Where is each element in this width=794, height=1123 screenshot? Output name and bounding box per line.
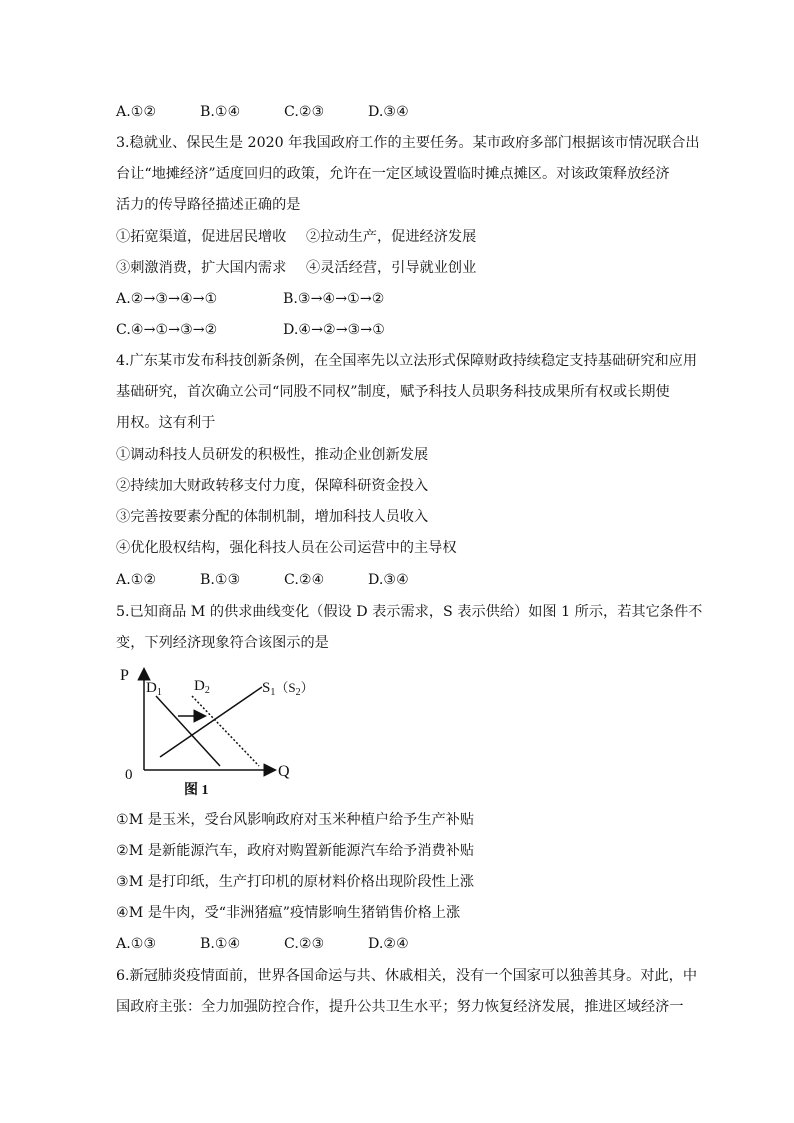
q3-item-3: ③刺激消费，扩大国内需求 — [116, 260, 287, 276]
q3-item-1: ①拓宽渠道，促进居民增收 — [116, 229, 287, 245]
supply-demand-figure — [114, 662, 324, 802]
q5-option-d: D.②④ — [368, 936, 409, 952]
q3-options-row-2 — [116, 321, 450, 339]
q3-options-row-1 — [116, 290, 450, 308]
q3-items-row-2 — [116, 259, 476, 277]
q5-option-b: B.①④ — [200, 936, 241, 952]
q3-stem-line-3: 活力的传导路径描述正确的是 — [116, 197, 301, 213]
q5-item-1: ①M 是玉米，受台风影响政府对玉米种植户给予生产补贴 — [116, 812, 475, 828]
d1-label: $D_1$ — [146, 680, 162, 698]
q3-option-c: C.④→①→③→② — [116, 322, 218, 338]
q5-option-c: C.②③ — [284, 936, 325, 952]
demand-curve-d1 — [156, 696, 220, 766]
q4-item-3: ③完善按要素分配的体制机制，增加科技人员收入 — [116, 509, 429, 525]
q4-stem-line-1: 4.广东某市发布科技创新条例，在全国率先以立法形式保障财政持续稳定支持基础研究和应用 — [116, 353, 698, 369]
q2-option-a: A.①② — [116, 104, 157, 120]
q4-option-d: D.③④ — [368, 572, 409, 588]
q5-stem-line-2: 变，下列经济现象符合该图示的是 — [116, 635, 329, 651]
q2-option-d: D.③④ — [368, 104, 409, 120]
s-label: $S_1(S_2)$ — [262, 680, 314, 698]
q3-items-row-1 — [116, 228, 476, 246]
q4-item-4: ④优化股权结构，强化科技人员在公司运营中的主导权 — [116, 540, 457, 556]
q2-options — [116, 103, 452, 121]
q3-stem-line-1: 3.稳就业、保民生是 2020 年我国政府工作的主要任务。某市政府多部门根据该市情况联合出 — [116, 135, 700, 151]
q5-options — [116, 935, 452, 953]
q5-item-4: ④M 是牛肉，受“非洲猪瘟”疫情影响生猪销售价格上涨 — [116, 905, 461, 921]
q3-option-a: A.②→③→④→① — [116, 291, 218, 307]
q5-stem-line-1: 5.已知商品 M 的供求曲线变化（假设 D 表示需求，S 表示供给）如图 1 所示，若其它条件不 — [116, 604, 703, 620]
q4-stem-line-3: 用权。这有利于 — [116, 415, 216, 431]
q3-item-4: ④灵活经营，引导就业创业 — [306, 260, 477, 276]
q4-option-a: A.①② — [116, 572, 157, 588]
q4-option-b: B.①③ — [200, 572, 241, 588]
q6-stem-line-2: 国政府主张：全力加强防控合作，提升公共卫生水平；努力恢复经济发展，推进区域经济一 — [116, 999, 684, 1015]
q3-option-d: D.④→②→③→① — [283, 322, 385, 338]
q6-stem-line-1: 6.新冠肺炎疫情面前，世界各国命运与共、休戚相关，没有一个国家可以独善其身。对此，中 — [116, 968, 698, 984]
d2-label: $D_2$ — [194, 678, 210, 696]
supply-curve-s — [160, 687, 262, 757]
q4-option-c: C.②④ — [284, 572, 325, 588]
q2-option-c: C.②③ — [284, 104, 325, 120]
origin-label: 0 — [125, 767, 133, 783]
q4-item-2: ②持续加大财政转移支付力度，保障科研资金投入 — [116, 478, 429, 494]
demand-curve-d2 — [192, 696, 259, 766]
q5-item-2: ②M 是新能源汽车，政府对购置新能源汽车给予消费补贴 — [116, 843, 475, 859]
q4-stem-line-2: 基础研究，首次确立公司“同股不同权”制度，赋予科技人员职务科技成果所有权或长期使 — [116, 384, 670, 400]
q3-stem-line-2: 台让“地摊经济”适度回归的政策，允许在一定区域设置临时摊点摊区。对该政策释放经济 — [116, 166, 670, 182]
q2-option-b: B.①④ — [200, 104, 241, 120]
q3-item-2: ②拉动生产，促进经济发展 — [306, 229, 477, 245]
x-axis-label: Q — [278, 763, 290, 780]
y-axis-label: P — [120, 667, 129, 684]
q5-option-a: A.①③ — [116, 936, 157, 952]
q3-option-b: B.③→④→①→② — [283, 291, 385, 307]
q4-item-1: ①调动科技人员研发的积极性，推动企业创新发展 — [116, 447, 429, 463]
figure-caption: 图 1 — [184, 783, 209, 798]
q4-options — [116, 571, 452, 589]
q5-item-3: ③M 是打印纸，生产打印机的原材料价格出现阶段性上涨 — [116, 874, 475, 890]
